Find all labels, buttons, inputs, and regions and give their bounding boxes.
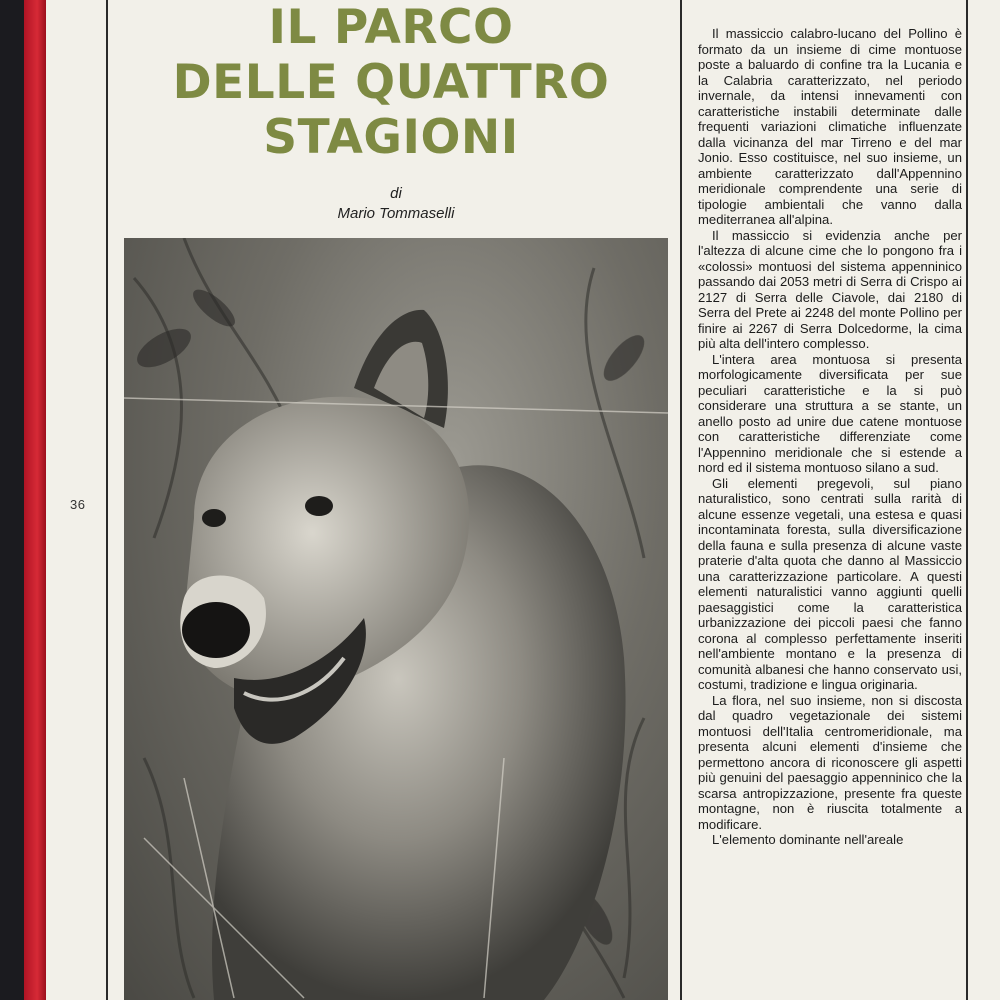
article-paragraph: Il massiccio si evidenzia anche per l'altezza di alcune cime che lo pongono fra i «colossi» montuosi del sistema appenninico passando dai 2053 metri di Serra di Crispo ai 2127 di Serra delle Ciavole, dai 2180 di Serra del Prete ai 2248 del monte Pollino per finire ai 2267 di Serra Dolcedorme, la cima più alta dell'intero complesso.: [698, 227, 962, 351]
article-paragraph: La flora, nel suo insieme, non si discosta dal quadro vegetazionale dei sistemi montuosi dell'Italia centromeridionale, ma presenta alcuni elementi d'insieme che permettono ancora di riconoscere gli aspetti più genuini del paesaggio appenninico che la scarsa antropizzazione, presente fra queste montagne, non è riuscita totalmente a modificare.: [698, 692, 962, 832]
article-paragraph: L'intera area montuosa si presenta morfologicamente diversificata per sue peculiari caratteristiche e la si può considerare una struttura a se stante, un anello posto ad unire due catene montuose con caratteristiche differenziate come l'Appennino meridionale che si estende a nord ed il sistema montuoso silano a sud.: [698, 351, 962, 475]
article-title: [126, 0, 656, 165]
book-binding-edge: [24, 0, 46, 1000]
article-paragraph: Il massiccio calabro-lucano del Pollino è formato da un insieme di cime montuose poste a baluardo di confine tra la Lucania e la Calabria caratterizzato, nel periodo invernale, da intensi innevamenti con caratteristiche instabili determinate dalle frequenti variazioni climatiche influenzate dalla vicinanza del mar Tirreno e del mar Jonio. Esso costituisce, nel suo insieme, un ambiente caratterizzato dall'Appennino meridionale comprendente una serie di tipologie ambientali che vanno dalla mediterranea all'alpina.: [698, 26, 962, 227]
title-line-1: IL PARCO: [268, 0, 514, 55]
title-line-3: STAGIONI: [263, 110, 519, 165]
right-column-rule: [966, 0, 968, 1000]
byline: [246, 184, 546, 224]
byline-prefix: di: [390, 185, 402, 202]
left-column-rule: [106, 0, 108, 1000]
byline-author: Mario Tommaselli: [337, 205, 455, 222]
wolf-illustration: [124, 238, 668, 1000]
wolf-photo: [124, 238, 668, 1000]
title-line-2: DELLE QUATTRO: [172, 55, 610, 110]
magazine-page: [46, 0, 1000, 1000]
page-number: 36: [70, 497, 86, 512]
article-paragraph: Gli elementi pregevoli, sul piano naturalistico, sono centrati sulla rarità di alcune essenze vegetali, una estesa e quasi incontaminata foresta, sulla diversificazione della fauna e sulla presenza di alcune vaste praterie d'alta quota che danno al Massiccio una caratterizzazione particolare. A questi elementi naturalistici vanno aggiunti quelli paesaggistici come la caratteristica urbanizzazione dei piccoli paesi che fanno corona al complesso perfettamente inseriti nell'ambiente montano e la presenza di comunità albanesi che hanno conservato usi, costumi, tradizione e lingua originaria.: [698, 475, 962, 692]
article-body: [698, 26, 962, 848]
middle-column-rule: [680, 0, 682, 1000]
article-paragraph: L'elemento dominante nell'areale: [712, 832, 904, 847]
